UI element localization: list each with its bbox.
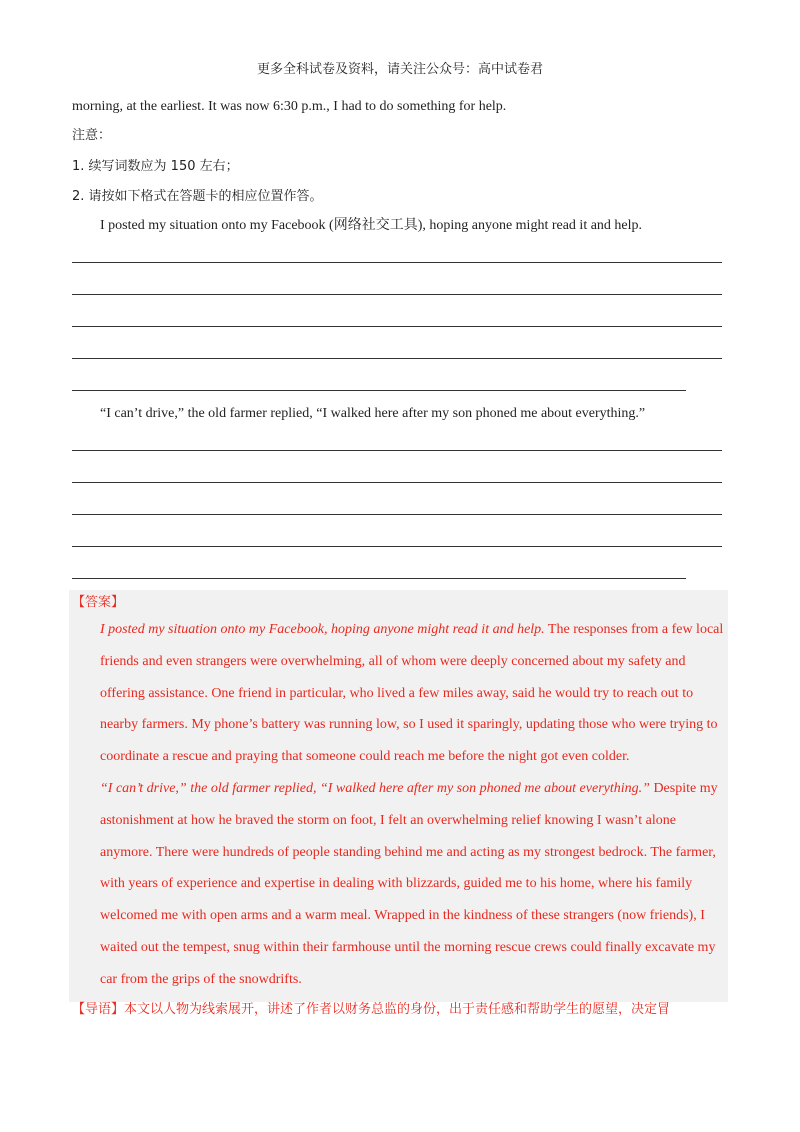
- page-header: 更多全科试卷及资料，请关注公众号：高中试卷君: [256, 62, 543, 77]
- answer-line: [72, 514, 722, 515]
- notes-title: 注意：: [72, 128, 112, 143]
- answer-line: [72, 450, 722, 451]
- note-item: 2. 请按如下格式在答题卡的相应位置作答。: [72, 189, 323, 204]
- answer-label: 【答案】: [72, 595, 125, 610]
- answer-line: [72, 262, 722, 263]
- note-item: 1. 续写词数应为 150 左右；: [72, 159, 239, 174]
- answer-p2-lead: “I can’t drive,” the old farmer replied, “I walked here after my son phoned me about everything.”: [100, 780, 650, 796]
- guide-section: [72, 1000, 732, 1020]
- guide-text: 本文以人物为线索展开，讲述了作者以财务总监的身份，出于责任感和帮助学生的愿望，决定冒: [124, 1002, 671, 1017]
- answer-p1-rest: The responses from a few local friends and even strangers were overwhelming, all of whom were deeply concerned about my safety and offering assistance. One friend in particular, who lived a few miles away, said he would try to reach out to nearby farmers. My phone’s battery was running low, so I used it sparingly, updating those who were trying to coordinate a rescue and praying that someone could reach me before the night got even colder.: [100, 622, 724, 765]
- guide-label: 【导语】: [72, 1002, 125, 1017]
- answer-body: [72, 614, 728, 996]
- paragraph-2-start: “I can’t drive,” the old farmer replied, “I walked here after my son phoned me about everything.”: [100, 406, 646, 421]
- answer-p2-rest: Despite my astonishment at how he braved the storm on foot, I felt an overwhelming relief knowing I wasn’t alone anymore. There were hundreds of people standing behind me and acting as my strongest bedrock. The farmer, with years of experience and expertise in dealing with blizzards, guided me to his home, where his family welcomed me with open arms and a warm meal. Wrapped in the kindness of these strangers (now friends), I waited out the tempest, snug within their farmhouse until the morning rescue crews could finally excavate my car from the grips of the snowdrifts.: [100, 780, 718, 987]
- answer-line: [72, 482, 722, 483]
- answer-line: [72, 390, 686, 391]
- answer-line: [72, 326, 722, 327]
- answer-paragraph-2: [72, 773, 728, 996]
- answer-p1-lead: I posted my situation onto my Facebook, hoping anyone might read it and help.: [100, 622, 545, 637]
- answer-line: [72, 546, 722, 547]
- answer-line: [72, 294, 722, 295]
- paragraph-1-start: I posted my situation onto my Facebook (网络社交工具), hoping anyone might read it and help.: [100, 218, 643, 233]
- answer-line: [72, 578, 686, 579]
- intro-line: morning, at the earliest. It was now 6:30 p.m., I had to do something for help.: [72, 99, 507, 114]
- answer-line: [72, 358, 722, 359]
- answer-paragraph-1: [72, 614, 728, 773]
